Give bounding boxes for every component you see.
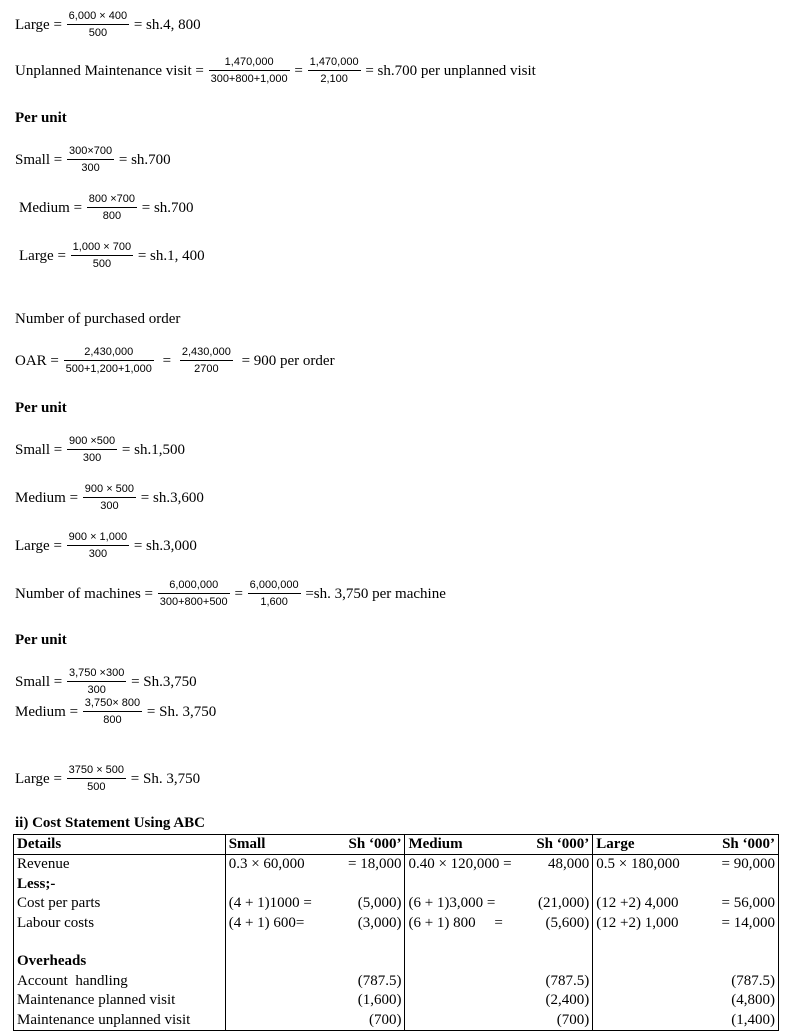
table-cell (225, 972, 325, 991)
pu2-small-result: = sh.1,500 (121, 442, 185, 458)
pu2-small-label: Small = (15, 442, 63, 458)
large-numerator: 6,000 × 400 (67, 10, 129, 25)
pu3-large-fraction (67, 764, 126, 794)
unplanned-num-1: 1,470,000 (209, 56, 290, 71)
pu3-medium-den: 800 (103, 714, 122, 726)
table-cell (405, 991, 515, 1010)
unplanned-eq: = (294, 63, 303, 79)
table-cell: Maintenance unplanned visit (14, 1011, 226, 1031)
per-unit-heading-3: Per unit (15, 632, 67, 648)
pu2-large-line (15, 531, 197, 561)
machines-label: Number of machines = (15, 586, 154, 602)
header-medium-sh: Sh ‘000’ (515, 835, 593, 855)
table-cell: = 14,000 (699, 914, 779, 933)
pu1-small-label: Small = (15, 152, 63, 168)
table-row-maintenance-planned (14, 991, 779, 1010)
pu3-small-num: 3,750 ×300 (67, 667, 126, 682)
pu3-medium-label: Medium = (15, 704, 79, 720)
table-cell: Revenue (14, 855, 226, 875)
machines-line (15, 579, 446, 609)
table-cell (593, 952, 699, 971)
table-cell: Account handling (14, 972, 226, 991)
table-cell (225, 875, 325, 894)
table-cell: = 56,000 (699, 894, 779, 913)
pu2-small-den: 300 (82, 452, 102, 464)
oar-result: = 900 per order (241, 353, 335, 369)
table-cell: Cost per parts (14, 894, 226, 913)
pu3-small-line (15, 667, 197, 697)
table-cell: (787.5) (515, 972, 593, 991)
table-cell: (21,000) (515, 894, 593, 913)
pu3-small-result: = Sh.3,750 (131, 674, 197, 690)
table-cell (225, 991, 325, 1010)
table-cell: (3,000) (325, 914, 405, 933)
pu3-large-den: 500 (87, 781, 106, 793)
pu1-small-den: 300 (81, 162, 100, 174)
table-cell: (5,600) (515, 914, 593, 933)
pu3-medium-fraction (83, 697, 142, 727)
large-result: = sh.4, 800 (133, 17, 201, 33)
table-row-account-handling (14, 972, 779, 991)
table-cell (699, 952, 779, 971)
table-cell (405, 952, 515, 971)
pu1-small-fraction (67, 145, 114, 175)
pu1-medium-den: 800 (102, 210, 122, 222)
pu1-large-line (19, 241, 205, 271)
pu1-small-num: 300×700 (67, 145, 114, 160)
pu1-large-den: 500 (92, 258, 112, 270)
table-row-blank (14, 933, 779, 952)
machines-fraction-1 (158, 579, 230, 609)
oar-num-1: 2,430,000 (64, 346, 154, 361)
unplanned-num-2: 1,470,000 (308, 56, 361, 71)
large-fraction (67, 10, 129, 40)
pu1-medium-num: 800 ×700 (87, 193, 137, 208)
pu3-large-result: = Sh. 3,750 (130, 771, 201, 787)
table-cell (593, 991, 699, 1010)
machines-den-2: 1,600 (260, 596, 288, 608)
unplanned-fraction-2 (308, 56, 361, 86)
header-medium: Medium (405, 835, 515, 855)
pu3-medium-line (15, 697, 216, 727)
table-cell (325, 875, 405, 894)
oar-fraction-1 (64, 346, 154, 376)
pu3-large-label: Large = (15, 771, 62, 787)
oar-eq: = (162, 353, 172, 369)
table-cell (699, 875, 779, 894)
table-cell (515, 933, 593, 952)
large-label: Large = (15, 17, 62, 33)
table-header-row (14, 835, 779, 855)
pu3-small-label: Small = (15, 674, 63, 690)
oar-num-2: 2,430,000 (180, 346, 233, 361)
pu2-large-den: 300 (88, 548, 108, 560)
table-cell (325, 933, 405, 952)
table-cell: (700) (515, 1011, 593, 1031)
table-cell (515, 952, 593, 971)
pu1-large-num: 1,000 × 700 (71, 241, 133, 256)
table-cell (699, 933, 779, 952)
table-cell (225, 952, 325, 971)
table-cell (593, 933, 699, 952)
pu3-large-line (15, 764, 200, 794)
table-cell (593, 972, 699, 991)
pu1-medium-line (19, 193, 194, 223)
pu1-large-label: Large = (19, 248, 66, 264)
table-cell: (6 + 1) 800 = (408, 914, 503, 931)
table-cell (405, 1011, 515, 1031)
unplanned-result: = sh.700 per unplanned visit (365, 63, 536, 79)
pu1-medium-label: Medium = (19, 200, 83, 216)
pu2-medium-den: 300 (100, 500, 119, 512)
table-cell: (4 + 1) 600= (228, 914, 305, 931)
per-unit-heading-2: Per unit (15, 400, 67, 416)
unplanned-label: Unplanned Maintenance visit = (15, 63, 204, 79)
table-cell (14, 933, 226, 952)
table-cell: (700) (325, 1011, 405, 1031)
cost-statement-title: ii) Cost Statement Using ABC (15, 815, 205, 831)
unplanned-den-1: 300+800+1,000 (210, 73, 288, 85)
oar-den-2: 2700 (194, 363, 219, 375)
table-row-maintenance-unplanned (14, 1011, 779, 1031)
pu3-medium-num: 3,750× 800 (83, 697, 142, 712)
pu2-medium-line (15, 483, 204, 513)
header-small: Small (225, 835, 325, 855)
table-row-overheads (14, 952, 779, 971)
pu1-small-line (15, 145, 171, 175)
table-cell: Maintenance planned visit (14, 991, 226, 1010)
table-cell: 48,000 (515, 855, 593, 875)
pu1-medium-fraction (87, 193, 137, 223)
oar-den-1: 500+1,200+1,000 (65, 363, 152, 375)
pu1-small-result: = sh.700 (118, 152, 171, 168)
pu2-small-fraction (67, 435, 117, 465)
machines-eq: = (234, 586, 243, 602)
table-row-cost-per-parts (14, 894, 779, 913)
table-cell (225, 933, 325, 952)
per-unit-heading-1: Per unit (15, 110, 67, 126)
pu2-large-num: 900 × 1,000 (67, 531, 129, 546)
unplanned-fraction-1 (209, 56, 290, 86)
table-cell: (1,400) (699, 1011, 779, 1031)
pu1-large-fraction (71, 241, 133, 271)
machines-num-1: 6,000,000 (158, 579, 230, 594)
pu3-small-den: 300 (87, 684, 106, 696)
pu3-large-num: 3750 × 500 (67, 764, 126, 779)
machines-result: =sh. 3,750 per machine (305, 586, 446, 602)
table-cell: Less;- (14, 875, 226, 894)
table-cell (593, 1011, 699, 1031)
unplanned-maintenance-line (15, 56, 536, 86)
large-denominator: 500 (88, 27, 108, 39)
pu2-medium-num: 900 × 500 (83, 483, 136, 498)
unplanned-den-2: 2,100 (320, 73, 348, 85)
table-cell (593, 875, 699, 894)
pu2-large-fraction (67, 531, 129, 561)
table-cell (405, 972, 515, 991)
machines-num-2: 6,000,000 (248, 579, 301, 594)
machines-fraction-2 (248, 579, 301, 609)
table-row-revenue (14, 855, 779, 875)
pu2-large-result: = sh.3,000 (133, 538, 197, 554)
table-cell: (4,800) (699, 991, 779, 1010)
table-cell: 0.5 × 180,000 (596, 856, 680, 873)
pu2-medium-fraction (83, 483, 136, 513)
pu3-medium-result: = Sh. 3,750 (146, 704, 217, 720)
pu2-medium-label: Medium = (15, 490, 79, 506)
table-cell (405, 875, 515, 894)
table-cell: (787.5) (325, 972, 405, 991)
pu1-large-result: = sh.1, 400 (137, 248, 205, 264)
table-cell: Labour costs (14, 914, 226, 933)
table-cell: (1,600) (325, 991, 405, 1010)
table-cell: (12 +2) 1,000 (596, 914, 679, 931)
pu1-medium-result: = sh.700 (141, 200, 194, 216)
table-cell: = 18,000 (325, 855, 405, 875)
oar-line (15, 346, 335, 376)
table-row-less (14, 875, 779, 894)
header-large: Large (593, 835, 699, 855)
table-cell: (12 +2) 4,000 (596, 895, 679, 912)
machines-den-1: 300+800+500 (159, 596, 228, 608)
table-cell (515, 875, 593, 894)
header-small-sh: Sh ‘000’ (325, 835, 405, 855)
table-cell: Overheads (14, 952, 226, 971)
table-cell: (4 + 1)1000 = (228, 895, 312, 912)
pu2-small-line (15, 435, 185, 465)
pu2-large-label: Large = (15, 538, 62, 554)
table-cell: (6 + 1)3,000 = (408, 895, 496, 912)
table-cell: = 90,000 (699, 855, 779, 875)
oar-label: OAR = (15, 353, 59, 369)
pu3-small-fraction (67, 667, 126, 697)
table-cell (325, 952, 405, 971)
table-cell: (2,400) (515, 991, 593, 1010)
table-cell (225, 1011, 325, 1031)
oar-fraction-2 (180, 346, 233, 376)
cost-statement-table (13, 834, 779, 1031)
table-cell: (5,000) (325, 894, 405, 913)
table-cell: 0.40 × 120,000 = (408, 856, 512, 873)
header-details: Details (14, 835, 226, 855)
large-maintenance-line (15, 10, 201, 40)
purchase-order-title: Number of purchased order (15, 311, 181, 327)
table-cell: 0.3 × 60,000 (228, 856, 305, 873)
pu2-small-num: 900 ×500 (67, 435, 117, 450)
pu2-medium-result: = sh.3,600 (140, 490, 204, 506)
table-cell (405, 933, 515, 952)
table-row-labour-costs (14, 914, 779, 933)
header-large-sh: Sh ‘000’ (699, 835, 779, 855)
table-cell: (787.5) (699, 972, 779, 991)
